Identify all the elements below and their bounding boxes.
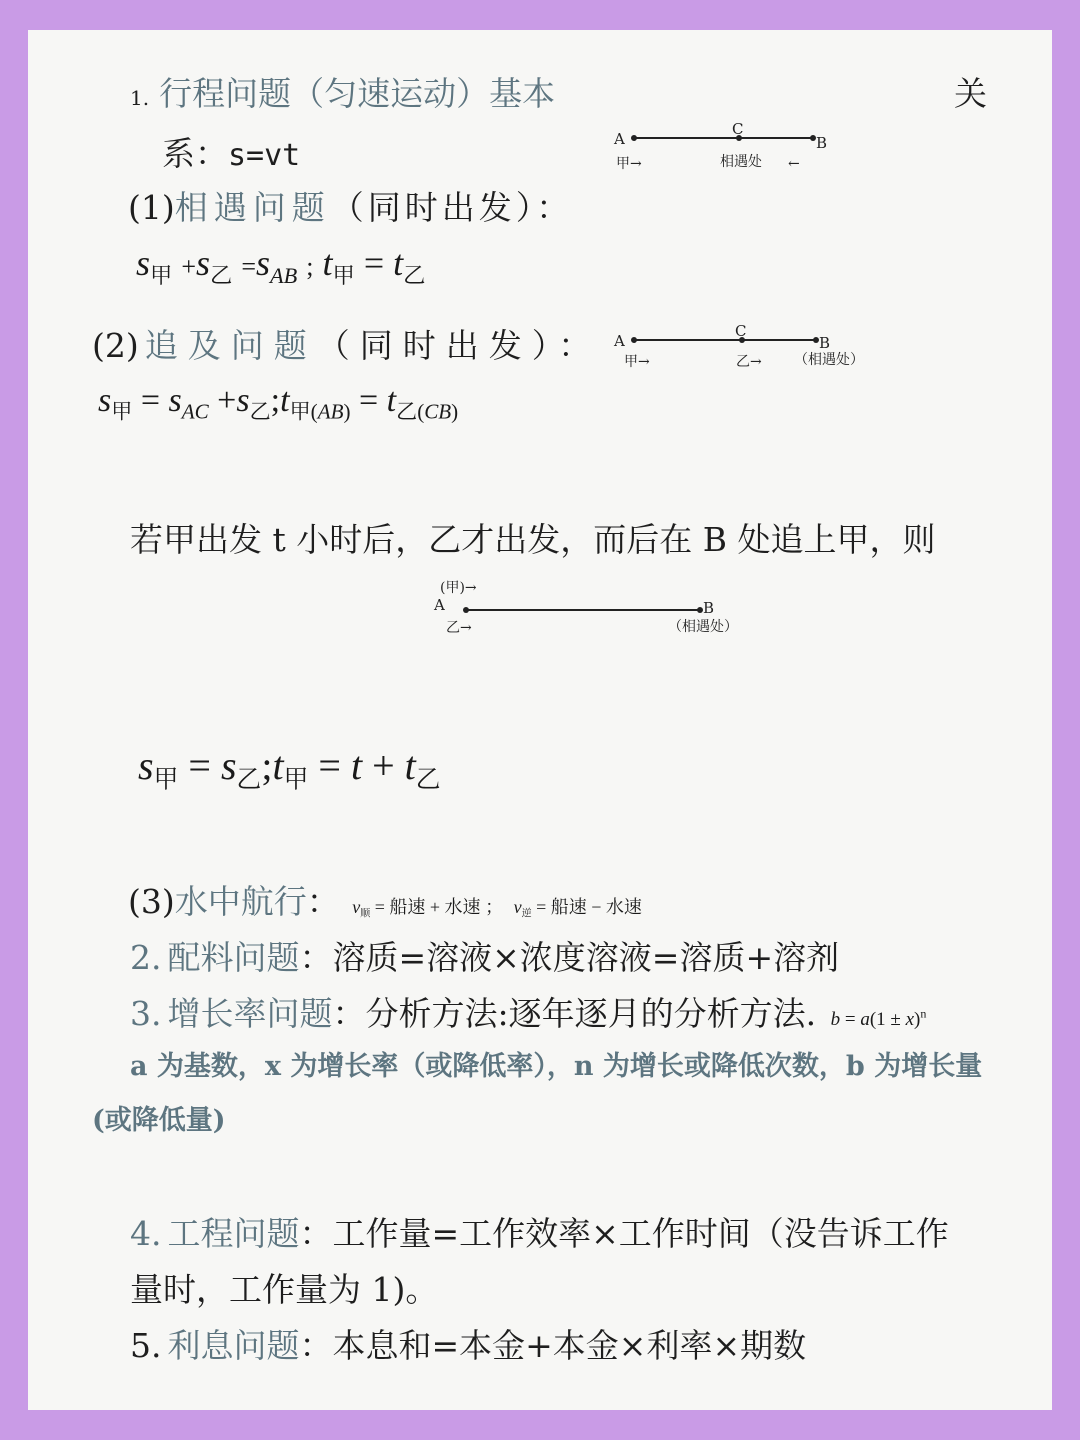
delay-label-yi: 乙→ xyxy=(446,620,472,636)
sub2-heading xyxy=(92,320,601,367)
sub3-semicolon: ； xyxy=(485,897,504,918)
meeting-label-back: ← xyxy=(788,156,800,172)
section2-text: ：溶质=溶液×浓度溶液=溶质+溶剂 xyxy=(299,938,840,977)
section5-text: ：本息和=本金+本金×利率×期数 xyxy=(299,1326,807,1365)
sub3-line xyxy=(128,876,642,923)
section3-formula: $b = a(1 \pm x)^n$ xyxy=(830,1006,927,1030)
section5-title: 利息问题 xyxy=(167,1326,300,1365)
meeting-label-jia: 甲→ xyxy=(616,156,642,172)
section1-line2 xyxy=(162,128,300,175)
sub2-formula: $s_甲 = s_{AC}$ $+s_乙;t_{甲(AB)} = t_{乙(CB)}$ xyxy=(98,382,459,424)
section1-heading xyxy=(130,68,555,115)
section2-title: 配料问题 xyxy=(167,938,300,977)
section2-number: 2. xyxy=(130,938,162,977)
chase-label-jia: 甲→ xyxy=(624,354,650,370)
delay-diagram xyxy=(428,578,768,644)
meeting-diagram xyxy=(608,122,838,182)
delay-text: 若甲出发 t 小时后，乙才出发，而后在 B 处追上甲，则 xyxy=(130,520,936,559)
sub3-title: 水中航行 xyxy=(174,882,307,921)
sub1-heading xyxy=(128,182,573,229)
section3-title: 增长率问题 xyxy=(167,994,333,1033)
chase-diagram xyxy=(608,322,888,378)
sub1-title: 相遇问题 xyxy=(174,188,331,227)
section1-title-tail: 关 xyxy=(954,74,987,113)
section4-line2: 量时，工作量为 1)。 xyxy=(130,1270,439,1309)
delay-point-a xyxy=(463,607,469,613)
section3-note-line1: a 为基数，x 为增长率（或降低率），n 为增长或降低次数，b 为增长量 xyxy=(130,1051,983,1082)
section1-title: 行程问题（匀速运动）基本 xyxy=(159,74,556,113)
delay-label-a: A xyxy=(434,596,445,614)
sub2-suffix: （同时出发）： xyxy=(316,326,602,365)
section5-line xyxy=(130,1320,806,1367)
section1-formula: s=vt xyxy=(228,138,301,173)
section1-line2-label: 系： xyxy=(162,134,228,173)
section4-number: 4. xyxy=(130,1214,162,1253)
section3-number: 3. xyxy=(130,994,162,1033)
section4-text: ：工作量=工作效率×工作时间（没告诉工作 xyxy=(299,1214,949,1253)
meeting-label-place: 相遇处 xyxy=(720,154,762,170)
delay-label-b: B xyxy=(703,599,715,617)
section3-note-line2: (或降低量) xyxy=(92,1105,226,1136)
meeting-label-b: B xyxy=(816,134,828,152)
section4-title: 工程问题 xyxy=(167,1214,300,1253)
meeting-label-c: C xyxy=(732,122,744,138)
delay-label-jia: (甲)→ xyxy=(440,580,477,596)
section5-number: 5. xyxy=(130,1326,162,1365)
section3-text: ：分析方法:逐年逐月的分析方法. xyxy=(332,994,817,1033)
delay-label-place: （相遇处） xyxy=(668,619,738,635)
section2-line xyxy=(130,932,839,979)
sub1-formula: $s_甲 +s_乙 =s_{AB}$ ; $t_甲 = t_乙$ xyxy=(136,243,426,288)
meeting-point-a xyxy=(631,135,637,141)
paper-sheet xyxy=(28,30,1052,1410)
sub1-suffix: （同时出发）： xyxy=(330,188,574,227)
chase-label-c: C xyxy=(735,322,747,340)
meeting-label-a: A xyxy=(614,130,625,148)
delay-formula: $s_甲$ = $s_乙;t_甲 = t + t_乙$ xyxy=(138,743,441,794)
sub3-number: (3) xyxy=(128,882,175,921)
sub3-colon: ： xyxy=(306,882,340,921)
sub3-formula-ni: $v_逆$ = 船速 − 水速 xyxy=(513,897,642,920)
chase-label-yi: 乙→ xyxy=(736,354,762,370)
chase-label-b: B xyxy=(819,334,831,352)
sub2-title: 追及问题 xyxy=(144,326,317,365)
chase-label-place: （相遇处） xyxy=(794,352,864,368)
chase-label-a: A xyxy=(614,332,625,350)
section4-line xyxy=(130,1208,949,1255)
sub2-number: (2) xyxy=(92,326,139,365)
chase-point-a xyxy=(631,337,637,343)
sub1-number: (1) xyxy=(128,188,175,227)
section1-number: 1. xyxy=(130,86,150,110)
sub3-formula-shun: $v_顺$ = 船速 + 水速 xyxy=(352,897,481,920)
section3-line xyxy=(130,988,926,1035)
